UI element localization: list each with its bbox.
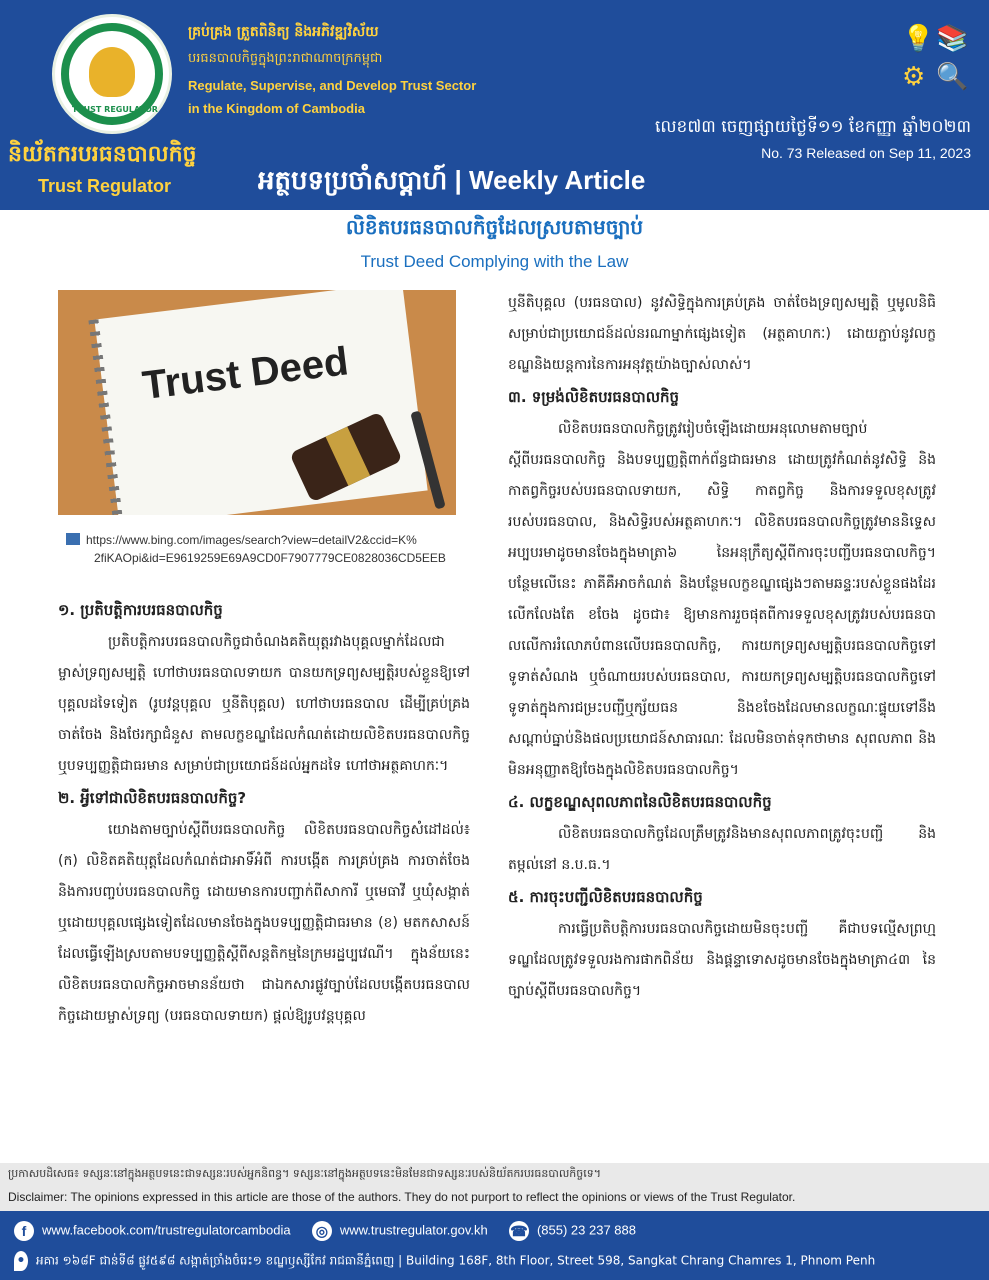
globe-icon: ◎: [312, 1221, 332, 1241]
phone-number: (855) 23 237 888: [536, 1222, 636, 1238]
image-caption: [66, 531, 466, 567]
magnifier-chart-icon: 🔍: [936, 62, 969, 92]
section-4-text: លិខិតបរធនបាលកិច្ចដែលត្រឹមត្រូវនិងមានសុពលភាពត្រូវចុះបញ្ជី និងតម្កល់នៅ ន.ប.ធ.។: [508, 826, 936, 873]
article-title-kh: លិខិតបរធនបាលកិច្ចដែលស្របតាមច្បាប់: [345, 215, 644, 239]
right-column: [508, 288, 936, 1007]
section-3-text: លិខិតបរធនបាលកិច្ចត្រូវរៀបចំឡើងដោយអនុលោមតាមច្បាប់ស្តីពីបរធនបាលកិច្ច និងបទប្បញ្ញត្តិពាក់ព័ន្ធជាធរមាន ដោយត្រូវកំណត់នូវសិទ្ធិ និងកាតព្វកិច្ចរបស់បរធនបាលទាយក, សិទ្ធិ កាតព្វកិច្ច និងការទទួលខុសត្រូវរបស់បរធនបាល, និងសិទ្ធិរបស់អត្ថគាហកៈ។ លិខិតបរធនបាលកិច្ចត្រូវមាននិទ្ទេសអប្បបរមាដូចមានចែងក្នុងមាត្រា៦ នៃអនុក្រឹត្យស្តីពីការចុះបញ្ជីបរធនបាលកិច្ច។ បន្ថែមលើនេះ ភាគីគឺអាចកំណត់ និងបន្ថែមលក្ខខណ្ឌផ្សេងៗតាមឆន្ទៈរបស់ខ្លួនផងដែរ លើកលែងតែ ខចែង ដូចជា៖ ឱ្យមានការរួចផុតពីការទទួលខុសត្រូវរបស់បរធនបាលលើការរំលោភបំពានលើបរធនបាលកិច្ច, ការយកទ្រព្យសម្បត្តិបរធនបាលកិច្ចទៅទូទាត់សំណង ឬចំណាយរបស់បរធនបាល, ការយកទ្រព្យសម្បត្តិបរធនបាលកិច្ចទៅទូទាត់ក្នុងការជម្រះបញ្ជីឬក្ស័យធន និងខចែងដែលមានលក្ខណៈផ្ទុយទៅនឹងសណ្តាប់ធ្នាប់និងផលប្រយោជន៍សាធារណៈ ដែលមិនចាត់ទុកថាមាន សុពលភាព និងមិនអនុញ្ញាតឱ្យចែងក្នុងលិខិតបរធនបាលកិច្ច។: [508, 421, 936, 778]
section-1-heading: ១. ប្រតិបត្តិការបរធនបាលកិច្ច: [58, 601, 223, 619]
section-5-heading: ៥. ការចុះបញ្ជីលិខិតបរធនបាលកិច្ច: [508, 888, 703, 906]
publication-title: អត្ថបទប្រចាំសប្តាហ៍ | Weekly Article: [258, 165, 646, 195]
section-5-text: ការធ្វើប្រតិបត្តិការបរធនបាលកិច្ចដោយមិនចុះបញ្ជី គឺជាបទល្មើសព្រហ្មទណ្ឌដែលត្រូវទទួលរងការផាកពិន័យ និងផ្តន្ទាទោសដូចមានចែងក្នុងមាត្រា៤៣ នៃច្បាប់ស្តីពីបរធនបាលកិច្ច។: [508, 921, 936, 999]
caption-line1[interactable]: https://www.bing.com/images/search?view=detailV2&ccid=K%: [86, 533, 417, 547]
section-1-text: ប្រតិបត្តិការបរធនបាលកិច្ចជាចំណងគតិយុត្តរវាងបុគ្គលម្នាក់ដែលជាម្ចាស់ទ្រព្យសម្បត្តិ ហៅថាបរធនបាលទាយក បានយកទ្រព្យសម្បត្តិរបស់ខ្លួនឱ្យទៅបុគ្គលដទៃទៀត (រូបវន្តបុគ្គល ឬនីតិបុគ្គល) ហៅថាបរធនបាល ដើម្បីគ្រប់គ្រង ចាត់ចែង និងថែរក្សាជំនួស តាមលក្ខខណ្ឌដែលកំណត់ដោយលិខិតបរធនបាលកិច្ច ឬបទប្បញ្ញត្តិជាធរមាន សម្រាប់ជាប្រយោជន៍ដល់អ្នកដទៃ ហៅថាអត្ថគាហកៈ។: [58, 634, 470, 774]
org-name-en: Trust Regulator: [38, 176, 172, 196]
trust-deed-image: [58, 290, 456, 515]
facebook-icon: f: [14, 1221, 34, 1241]
disclaimer-en: Disclaimer: The opinions expressed in this article are those of the authors. They do not purport to reflect the opinions or views of the Trust Regulator.: [8, 1190, 796, 1204]
disclaimer-kh: ប្រកាសបដិសេធ៖ ទស្សនៈនៅក្នុងអត្ថបទនេះជាទស្សនៈរបស់អ្នកនិពន្ធ។ ទស្សនៈនៅក្នុងអត្ថបទនេះមិនមែនជាទស្សនៈរបស់និយ័តករបរធនបាលកិច្ចទេ។: [8, 1167, 601, 1180]
header-en-line2: in the Kingdom of Cambodia: [188, 101, 365, 116]
section-2-text: យោងតាមច្បាប់ស្តីពីបរធនបាលកិច្ច លិខិតបរធនបាលកិច្ចសំដៅដល់៖ (ក) លិខិតគតិយុត្តដែលកំណត់ជាអាទិ៍អំពី ការបង្កើត ការគ្រប់គ្រង ការចាត់ចែង និងការបញ្ចប់បរធនបាលកិច្ច ដោយមានការបញ្ជាក់ពីសាការី ឬមេធាវី ឬឃុំសង្កាត់ ឬដោយបុគ្គលផ្សេងទៀតដែលមានចែងក្នុងបទប្បញ្ញត្តិជាធរមាន (ខ) មតកសាសន៍ដែលធ្វើឡើងស្របតាមបទប្បញ្ញត្តិស្តីពីសន្តតិកម្មនៃក្រមរដ្ឋប្បវេណី។ ក្នុងន័យនេះ លិខិតបរធនបាលកិច្ចអាចមានន័យថា ជាឯកសារផ្លូវច្បាប់ដែលបង្កើតបរធនបាលកិច្ចដោយម្ចាស់ទ្រព្យ (បរធនបាលទាយក) ផ្តល់ឱ្យរូបវន្តបុគ្គល: [58, 822, 470, 1024]
contact-row: [14, 1221, 636, 1241]
logo-text: TRUST REGULATOR: [72, 105, 158, 114]
header-icons: [898, 24, 970, 102]
bird-emblem-icon: [89, 47, 135, 97]
address-row: [14, 1251, 875, 1271]
section-3-heading: ៣. ទម្រង់លិខិតបរធនបាលកិច្ច: [508, 388, 680, 406]
lightbulb-icon: 💡: [902, 24, 935, 54]
header-kh-line1: គ្រប់គ្រង ត្រួតពិនិត្យ និងអភិវឌ្ឍវិស័យ: [188, 24, 379, 40]
org-name-kh: និយ័តករបរធនបាលកិច្ច: [8, 142, 197, 167]
books-icon: 📚: [936, 24, 969, 54]
location-pin-icon: •: [14, 1251, 28, 1271]
caption-line2[interactable]: 2fiKAOpi&id=E9619259E69A9CD0F7907779CE0828036CD5EEB: [94, 551, 446, 565]
left-column: [58, 594, 470, 1032]
issue-info-kh: លេខ៧៣ ចេញផ្សាយថ្ងៃទី១១ ខែកញ្ញា ឆ្នាំ២០២៣: [654, 117, 971, 137]
image-icon: [66, 533, 80, 545]
website-link[interactable]: www.trustregulator.gov.kh: [339, 1222, 488, 1238]
disclaimer-bar: [0, 1163, 989, 1211]
section-4-heading: ៤. លក្ខខណ្ឌសុពលភាពនៃលិខិតបរធនបាលកិច្ច: [508, 793, 772, 811]
trust-regulator-logo: [52, 14, 172, 134]
address-text: អគារ ១៦៨F ជាន់ទី៨ ផ្លូវ៥៩៨ សង្កាត់ច្រាំងចំរេះ១ ខណ្ឌឫស្សីកែវ រាជធានីភ្នំពេញ | Building 168F, 8th Floor, Street 598, Sangkat Chrang Chamres 1, Phnom Penh: [36, 1253, 876, 1268]
gears-head-icon: ⚙: [902, 62, 926, 92]
phone-icon: ☎: [510, 1223, 528, 1239]
section-2-heading: ២. អ្វីទៅជាលិខិតបរធនបាលកិច្ច?: [58, 789, 247, 807]
issue-info-en: No. 73 Released on Sep 11, 2023: [761, 145, 971, 161]
article-title-en: Trust Deed Complying with the Law: [360, 252, 629, 271]
header-banner: [0, 0, 989, 210]
footer: [0, 1211, 989, 1280]
header-kh-line2: បរធនបាលកិច្ចក្នុងព្រះរាជាណាចក្រកម្ពុជា: [188, 51, 383, 66]
image-text: Trust Deed: [140, 339, 351, 409]
notebook-paper: [94, 290, 427, 515]
section-2-continued: ឬនីតិបុគ្គល (បរធនបាល) នូវសិទ្ធិក្នុងការគ្រប់គ្រង ចាត់ចែងទ្រព្យសម្បត្តិ ឬមូលនិធិ សម្រាប់ជាប្រយោជន៍ដល់នរណាម្នាក់ផ្សេងទៀត (អត្ថគាហកៈ) ដោយភ្ជាប់នូវលក្ខខណ្ឌនិងយន្តការនៃការអនុវត្តយ៉ាងច្បាស់លាស់។: [508, 295, 936, 373]
facebook-link[interactable]: www.facebook.com/trustregulatorcambodia: [42, 1222, 291, 1238]
header-en-line1: Regulate, Supervise, and Develop Trust Sector: [188, 78, 477, 93]
